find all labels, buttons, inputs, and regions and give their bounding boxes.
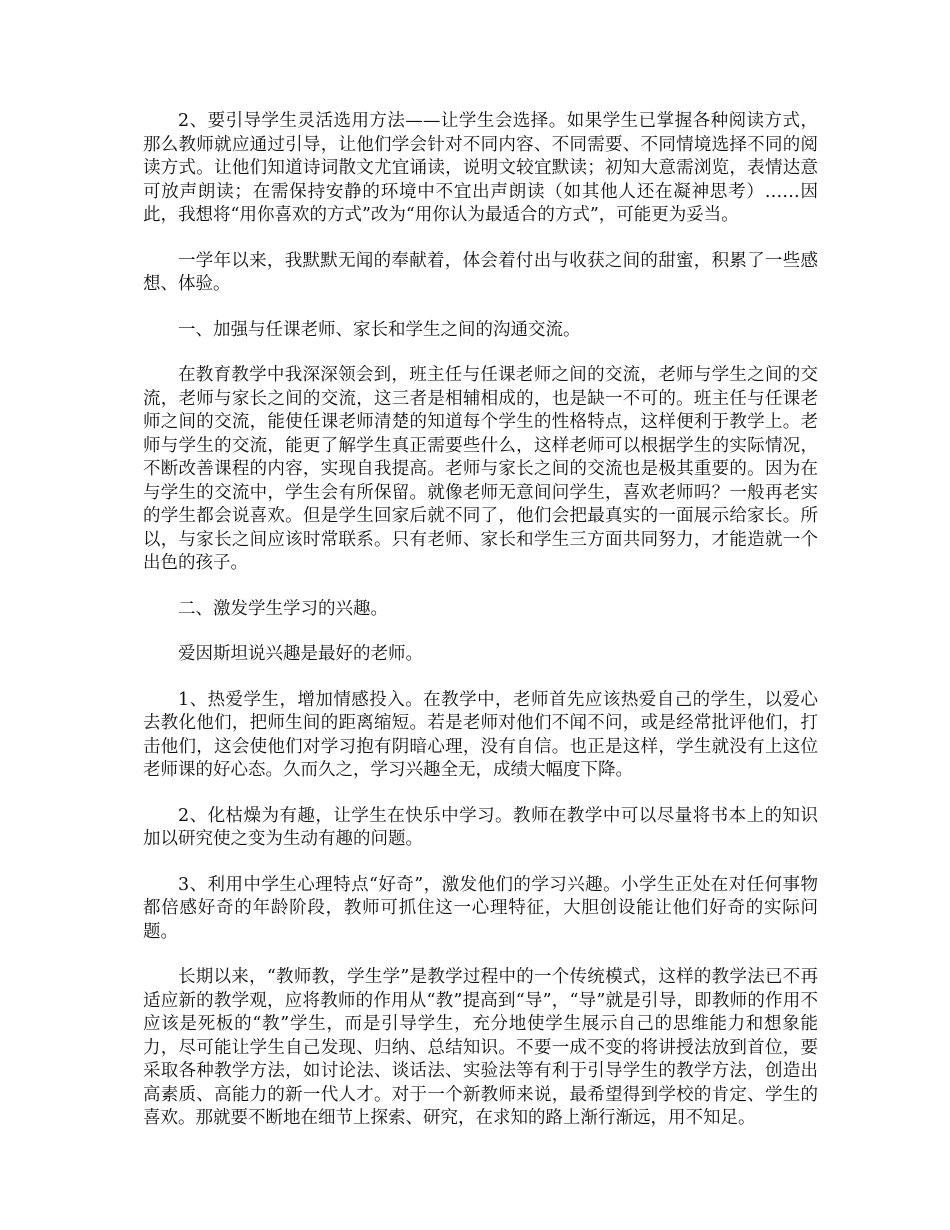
paragraph-year-reflection: 一学年以来，我默默无闻的奉献着，体会着付出与收获之间的甜蜜，积累了一些感想、体验。 — [143, 250, 818, 294]
heading-communication: 一、加强与任课老师、家长和学生之间的沟通交流。 — [178, 319, 581, 340]
paragraph-curiosity: 3、利用中学生心理特点“好奇”，激发他们的学习兴趣。小学生正处在对任何事物都倍感好奇的年龄阶段，教师可抓住这一心理特征，大胆创设能让他们好奇的实际问题。 — [143, 874, 818, 942]
heading-interest: 二、激发学生学习的兴趣。 — [178, 598, 388, 619]
paragraph-make-fun: 2、化枯燥为有趣，让学生在快乐中学习。教师在教学中可以尽量将书本上的知识加以研究使之变为生动有趣的问题。 — [143, 805, 818, 849]
paragraph-communication: 在教育教学中我深深领会到，班主任与任课老师之间的交流，老师与学生之间的交流，老师与家长之间的交流，这三者是相辅相成的，也是缺一不可的。班主任与任课老师之间的交流，能使任课老师清楚的知道每个学生的性格特点，这样便利于教学上。老师与学生的交流，能更了解学生真正需要些什么，这样老师可以根据学生的实际情况，不断改善课程的内容，实现自我提高。老师与家长之间的交流也是极其重要的。因为在与学生的交流中，学生会有所保留。就像老师无意间问学生，喜欢老师吗？一般再老实的学生都会说喜欢。但是学生回家后就不同了，他们会把最真实的一面展示给家长。所以，与家长之间应该时常联系。只有老师、家长和学生三方面共同努力，才能造就一个出色的孩子。 — [143, 365, 818, 573]
paragraph-einstein-quote: 爱因斯坦说兴趣是最好的老师。 — [178, 644, 423, 664]
paragraph-reading-methods: 2、要引导学生灵活选用方法——让学生会选择。如果学生已掌握各种阅读方式，那么教师就应通过引导，让他们学会针对不同内容、不同需要、不同情境选择不同的阅读方式。让他们知道诗词散文尤宜诵读，说明文较宜默读；初知大意需浏览，表情达意可放声朗读；在需保持安静的环境中不宜出声朗读（如其他人还在凝神思考）……因此，我想将“用你喜欢的方式”改为“用你认为最适合的方式”，可能更为妥当。 — [143, 111, 818, 225]
paragraph-teaching-mode: 长期以来，“教师教，学生学”是教学过程中的一个传统模式，这样的教学法已不再适应新的教学观，应将教师的作用从“教”提高到“导”，“导”就是引导，即教师的作用不应该是死板的“教”学生，而是引导学生，充分地使学生展示自己的思维能力和想象能力，尽可能让学生自己发现、归纳、总结知识。不要一成不变的将讲授法放到首位，要采取各种教学方法，如讨论法、谈话法、实验法等有利于引导学生的教学方法，创造出高素质、高能力的新一代人才。对于一个新教师来说，最希望得到学校的肯定、学生的喜欢。那就要不断地在细节上探索、研究，在求知的路上渐行渐远，用不知足。 — [143, 967, 818, 1128]
paragraph-love-students: 1、热爱学生，增加情感投入。在教学中，老师首先应该热爱自己的学生，以爱心去教化他们，把师生间的距离缩短。若是老师对他们不闻不问，或是经常批评他们，打击他们，这会使他们对学习抱有阴暗心理，没有自信。也正是这样，学生就没有上这位老师课的好心态。久而久之，学习兴趣全无，成绩大幅度下降。 — [143, 689, 818, 780]
